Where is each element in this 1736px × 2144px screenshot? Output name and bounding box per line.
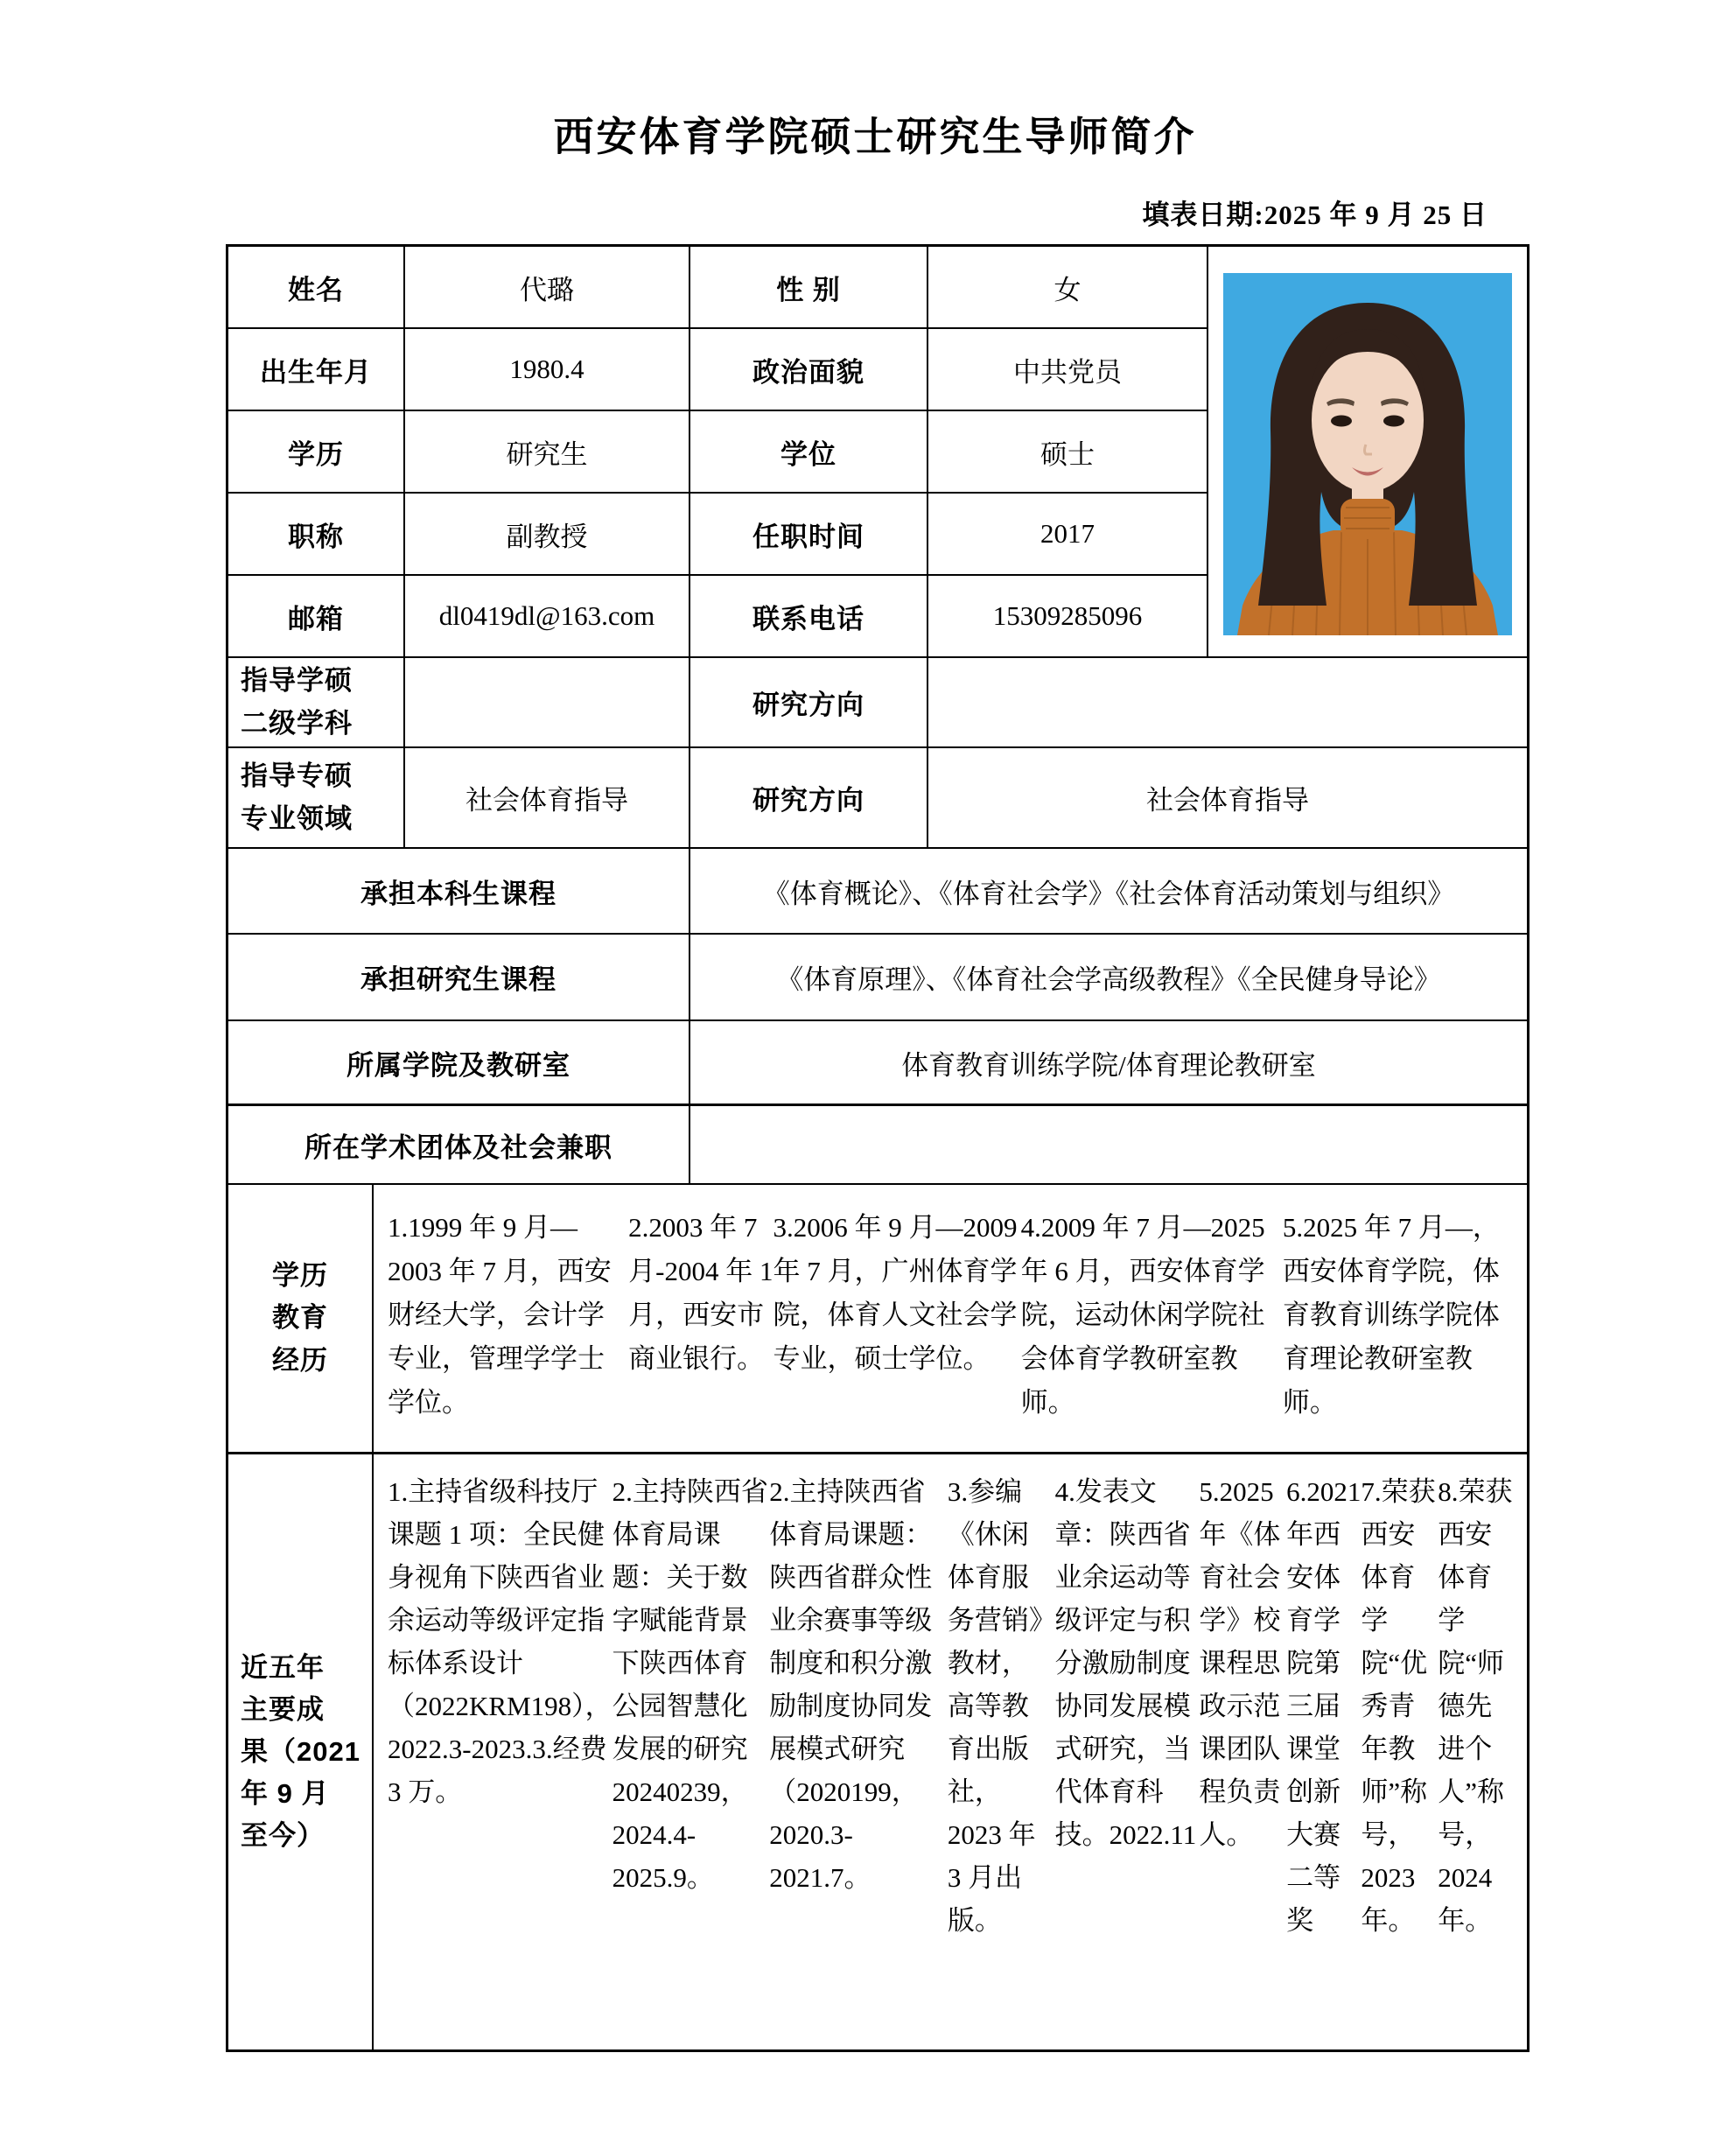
birthdate-value: 1980.4: [405, 329, 690, 411]
text-line: 3.参编《休闲体育服务营销》教材，高等教育出版社，2023 年 3 月出版。: [947, 1476, 1043, 1936]
achievements-label: 近五年 主要成 果（2021 年 9 月 至今）: [228, 1454, 374, 2049]
text-line: 2.主持陕西省体育局课题：陕西省群众性业余赛事等级制度和积分激励制度协同发展模式研究（2020199，2020.3-2021.7。: [769, 1476, 933, 1893]
birthdate-label: 出生年月: [228, 329, 405, 411]
name-label: 姓名: [228, 247, 405, 329]
academic-master-discipline-label: 指导学硕 二级学科: [228, 658, 405, 748]
research-direction-label-1: 研究方向: [690, 658, 928, 748]
political-status-value: 中共党员: [928, 329, 1208, 411]
text-line: 4.发表文章：陕西省业余运动等级评定与积分激励制度协同发展模式研究，当代体育科技。2022.11: [1054, 1476, 1197, 1850]
affiliation-label: 所属学院及教研室: [228, 1021, 690, 1106]
achievements-band: [228, 1454, 1527, 2049]
education-level-label: 学历: [228, 411, 405, 494]
text-line: 4.2009 年 7 月—2025 年 6 月，西安体育学院，运动休闲学院社会体育学教研室教师。: [1020, 1212, 1265, 1418]
education-history-label: 学历 教育 经历: [228, 1185, 374, 1454]
supervisor-info-table: [226, 244, 1530, 2052]
portrait-photo: [1223, 273, 1512, 635]
title-rank-value: 副教授: [405, 494, 690, 576]
phone-value: 15309285096: [928, 576, 1208, 658]
gender-value: 女: [928, 247, 1208, 329]
text-line: 5.2025 年 7 月—，西安体育学院，体育教育训练学院体育理论教研室教师。: [1282, 1212, 1500, 1418]
graduate-courses-label: 承担研究生课程: [228, 935, 690, 1021]
research-direction-value-2: 社会体育指导: [928, 748, 1527, 849]
education-level-value: 研究生: [405, 411, 690, 494]
phone-label: 联系电话: [690, 576, 928, 658]
text-line: 3.2006 年 9 月—2009 年 7 月，广州体育学院，体育人文社会学专业，硕士学位。: [773, 1212, 1018, 1374]
text-line: 5.2025 年《体育社会学》校课程思政示范课团队程负责人。: [1199, 1476, 1281, 1850]
appointment-time-label: 任职时间: [690, 494, 928, 576]
research-direction-label-2: 研究方向: [690, 748, 928, 849]
left-eye: [1331, 416, 1352, 427]
fill-date: 填表日期:2025 年 9 月 25 日: [1142, 200, 1488, 230]
academic-organizations-label: 所在学术团体及社会兼职: [228, 1106, 690, 1185]
achievements-content: [374, 1454, 1527, 2049]
education-history-band: [228, 1185, 1527, 1454]
text-line: 8.荣获西安体育学院“师德先进个人”称号，2024 年。: [1438, 1476, 1513, 1936]
form-sheet: [226, 105, 1524, 2052]
text-line: 2.2003 年 7 月-2004 年 1 月，西安市商业银行。: [628, 1212, 774, 1374]
email-label: 邮箱: [228, 576, 405, 658]
research-direction-value-1: [928, 658, 1527, 748]
page-title: 西安体育学院硕士研究生导师简介: [553, 115, 1197, 159]
academic-master-discipline-value: [405, 658, 690, 748]
email-value: dl0419dl@163.com: [405, 576, 690, 658]
affiliation-value: 体育教育训练学院/体育理论教研室: [690, 1021, 1527, 1106]
graduate-courses-value: 《体育原理》、《体育社会学高级教程》《全民健身导论》: [690, 935, 1527, 1021]
appointment-time-value: 2017: [928, 494, 1208, 576]
degree-label: 学位: [690, 411, 928, 494]
text-line: 1.1999 年 9 月—2003 年 7 月，西安财经大学，会计学专业，管理学学士学位。: [388, 1212, 612, 1418]
undergraduate-courses-value: 《体育概论》、《体育社会学》《社会体育活动策划与组织》: [690, 849, 1527, 935]
text-line: 1.主持省级科技厅课题 1 项：全民健身视角下陕西省业余运动等级评定指标体系设计（2022KRM198），2022.3-2023.3.经费 3 万。: [388, 1476, 612, 1807]
education-history-content: [374, 1185, 1527, 1454]
professional-master-field-value: 社会体育指导: [405, 748, 690, 849]
basic-info-band: [228, 247, 1527, 658]
gender-label: 性 别: [690, 247, 928, 329]
professional-master-field-label: 指导专硕 专业领域: [228, 748, 405, 849]
face-shape: [1312, 348, 1424, 492]
text-line: 6.2021 年西安体育学院第三届课堂创新大赛二等奖: [1286, 1476, 1362, 1936]
text-line: 7.荣获西安体育学院“优秀青年教师”称号，2023 年。: [1361, 1476, 1436, 1936]
photo-cell: [1208, 247, 1527, 658]
right-eye: [1383, 416, 1404, 427]
title-rank-label: 职称: [228, 494, 405, 576]
undergraduate-courses-label: 承担本科生课程: [228, 849, 690, 935]
guidance-band: [228, 658, 1527, 849]
academic-organizations-value: [690, 1106, 1527, 1185]
text-line: 2.主持陕西省体育局课题：关于数字赋能背景下陕西体育公园智慧化发展的研究 20240239，2024.4-2025.9。: [612, 1476, 768, 1893]
name-value: 代璐: [405, 247, 690, 329]
degree-value: 硕士: [928, 411, 1208, 494]
courses-band: [228, 849, 1527, 1185]
political-status-label: 政治面貌: [690, 329, 928, 411]
